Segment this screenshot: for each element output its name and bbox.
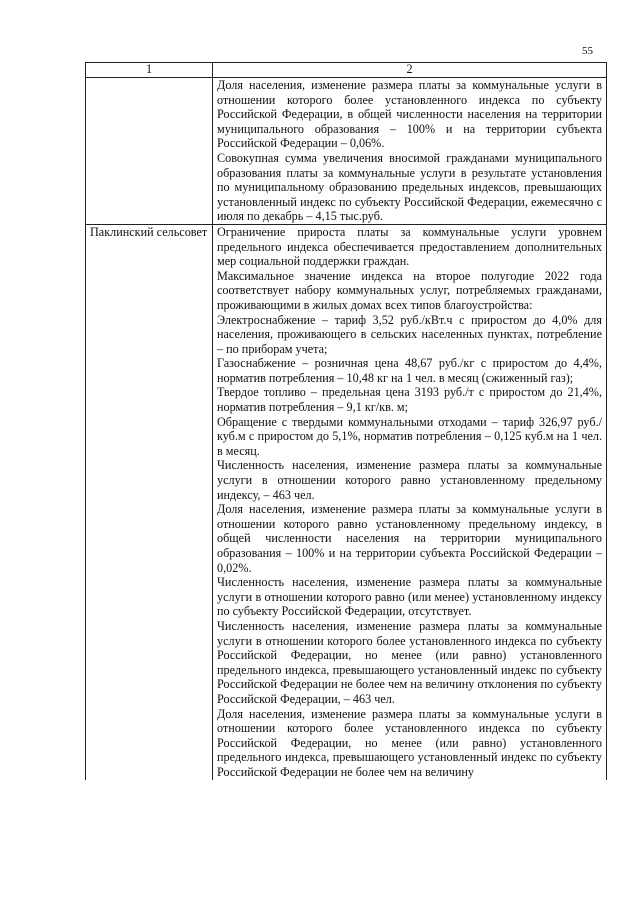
table-row xyxy=(86,224,607,779)
description-cell xyxy=(213,78,607,225)
paragraph: Электроснабжение – тариф 3,52 руб./кВт.ч с приростом до 4,0% для населения, проживающего в сельских населенных пунктах, потребление – по приборам учета; xyxy=(217,312,602,356)
paragraph: Ограничение прироста платы за коммунальные услуги уровнем предельного индекса обеспечивается предоставлением дополнительных мер социальной поддержки граждан. xyxy=(217,224,602,269)
paragraph: Численность населения, изменение размера платы за коммунальные услуги в отношении которого более установленного индекса по субъекту Российской Федерации, но менее (или равно) установленного предельного индекса, превышающего установленный индекс по субъекту Российской Федерации не более чем на величину отклонения по субъекту Российской Федерации, – 463 чел. xyxy=(217,618,602,706)
table-row xyxy=(86,78,607,225)
column-header-2: 2 xyxy=(213,63,607,78)
indices-table xyxy=(85,62,607,780)
paragraph: Доля населения, изменение размера платы за коммунальные услуги в отношении которого более установленного индекса по субъекту Российской Федерации, в общей численности населения на территории муниципального образования – 100% и на территории субъекта Российской Федерации – 0,06%. xyxy=(217,78,602,151)
page-number: 55 xyxy=(582,45,593,57)
paragraph: Численность населения, изменение размера платы за коммунальные услуги в отношении которого равно установленному предельному индексу, – 463 чел. xyxy=(217,458,602,502)
paragraph: Максимальное значение индекса на второе полугодие 2022 года соответствует набору коммунальных услуг, потребляемых гражданами, проживающими в жилых домах всех типов благоустройства: xyxy=(217,268,602,312)
paragraph: Твердое топливо – предельная цена 3193 руб./т с приростом до 21,4%, норматив потребления – 9,1 кг/кв. м; xyxy=(217,385,602,415)
table-header-row xyxy=(86,63,607,78)
municipality-cell xyxy=(86,78,213,225)
column-header-1: 1 xyxy=(86,63,213,78)
description-cell xyxy=(213,224,607,779)
paragraph: Совокупная сумма увеличения вносимой гражданами муниципального образования платы за коммунальные услуги в результате установления по муниципальному образованию предельных индексов, превышающих установленный индекс по субъекту Российской Федерации, ежемесячно с июля по декабрь – 4,15 тыс.руб. xyxy=(217,150,602,224)
paragraph: Газоснабжение – розничная цена 48,67 руб./кг с приростом до 4,4%, норматив потребления – 10,48 кг на 1 чел. в месяц (сжиженный газ); xyxy=(217,356,602,385)
paragraph: Обращение с твердыми коммунальными отходами – тариф 326,97 руб./куб.м с приростом до 5,1%, норматив потребления – 0,125 куб.м на 1 чел. в месяц. xyxy=(217,414,602,458)
paragraph: Доля населения, изменение размера платы за коммунальные услуги в отношении которого равно установленному предельному индексу, в общей численности населения на территории муниципального образования – 100% и на территории субъекта Российской Федерации – 0,02%. xyxy=(217,502,602,575)
municipality-cell: Паклинский сельсовет xyxy=(86,224,213,779)
paragraph: Доля населения, изменение размера платы за коммунальные услуги в отношении которого более установленного индекса по субъекту Российской Федерации, но менее (или равно) установленного предельного индекса, превышающего установленный индекс по субъекту Российской Федерации не более чем на величину xyxy=(217,706,602,779)
paragraph: Численность населения, изменение размера платы за коммунальные услуги в отношении которого равно (или менее) установленному индексу по субъекту Российской Федерации, отсутствует. xyxy=(217,575,602,619)
